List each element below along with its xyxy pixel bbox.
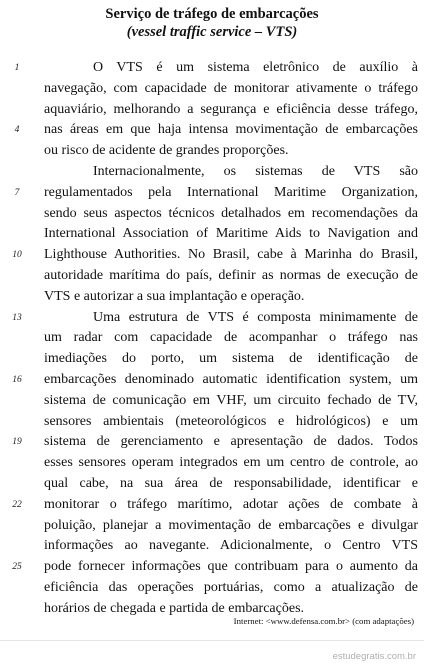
text-line: qual cabe, na sua área de responsabilidade, identificar e [44, 476, 418, 491]
text-line: horários de chegada e partida de embarcações. [44, 600, 305, 616]
text-line: um radar com capacidade de acompanhar o tráfego nas [44, 330, 418, 346]
line-number: 13 [12, 312, 22, 323]
text-line: Lighthouse Authorities. No Brasil, cabe à Marinha do Brasil, [44, 247, 418, 263]
text-line: eficiência das operações portuárias, como a atualização de [44, 580, 418, 595]
text-line: aquaviário, melhorando a segurança e eficiência desse tráfego, [44, 101, 418, 117]
text-line: nas áreas em que haja intensa movimentação de embarcações [44, 122, 418, 138]
line-number: 7 [14, 187, 20, 198]
text-line: Internacionalmente, os sistemas de VTS são [93, 164, 418, 179]
line-number: 16 [12, 375, 22, 385]
text-line: sistema de gerenciamento e apresentação de dados. Todos [44, 434, 418, 450]
subtitle: (vessel traffic service – VTS) [126, 24, 298, 40]
line-number: 25 [12, 562, 22, 573]
text-line: sensores ambientais (meteorológicos e hidrológicos) e um [44, 413, 418, 429]
text-line: ou risco de acidente de grandes proporções. [44, 143, 289, 159]
line-number: 10 [12, 250, 22, 261]
text-line: Uma estrutura de VTS é composta minimamente de [93, 309, 418, 325]
text-line: informações ao navegante. Adicionalmente, o Centro VTS [44, 538, 418, 554]
line-number: 22 [12, 499, 22, 510]
source-citation: Internet: <www.defensa.com.br> (com adaptações) [233, 616, 414, 626]
text-line: International Association of Maritime Aids to Navigation and [44, 226, 418, 242]
text-line: embarcações denominado automatic identification system, um [44, 372, 418, 387]
text-line: regulamentados pela International Maritime Organization, [44, 184, 418, 200]
text-line: pode fornecer informações que contribuam para o aumento da [44, 559, 418, 575]
text-line: sistema de comunicação em VHF, um circuito fechado de TV, [44, 392, 418, 408]
line-number: 19 [12, 437, 22, 448]
text-line: imediações do porto, um sistema de identificação de [44, 351, 418, 367]
text-line: navegação, com capacidade de monitorar ativamente o tráfego [44, 80, 418, 96]
title: Serviço de tráfego de embarcações [105, 6, 319, 22]
text-line: esses sensores operam integrados em um centro de controle, ao [44, 455, 418, 471]
text-line: autoridade marítima do país, definir as normas de execução de [44, 268, 418, 283]
text-line: sendo seus aspectos técnicos detalhados em recomendações da [44, 205, 418, 221]
line-number: 4 [14, 125, 20, 136]
watermark: estudegratis.com.br [332, 651, 416, 662]
footer-separator [0, 640, 424, 641]
text-line: O VTS é um sistema eletrônico de auxílio à [93, 60, 418, 75]
text-line: VTS e autorizar a sua implantação e operação. [44, 288, 305, 304]
line-number: 1 [14, 63, 20, 73]
text-line: monitorar o tráfego marítimo, adotar ações de combate à [44, 496, 418, 512]
text-line: poluição, planejar a movimentação de embarcações e divulgar [44, 517, 418, 533]
